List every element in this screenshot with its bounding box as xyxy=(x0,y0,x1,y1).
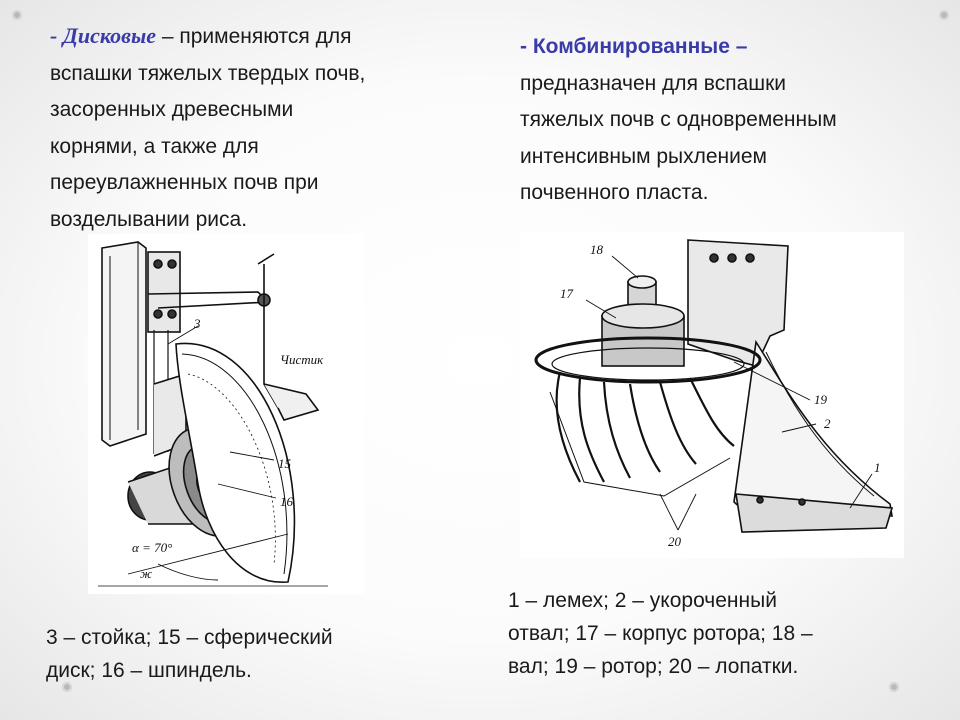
caption-line-1: диск; 16 – шпиндель. xyxy=(46,659,252,682)
combined-plow-drawing xyxy=(520,232,904,558)
label-3: 3 xyxy=(194,316,201,331)
lead-term-text: Дисковые xyxy=(62,23,157,48)
label-2: 2 xyxy=(824,416,831,431)
combined-plow-caption xyxy=(508,584,928,683)
description-line-5: возделывании риса. xyxy=(50,207,248,231)
caption-line-0: 1 – лемех; 2 – укороченный xyxy=(508,589,777,612)
label-chistik: Чистик xyxy=(280,352,324,367)
label-20: 20 xyxy=(668,534,681,549)
disc-plow-term xyxy=(50,23,156,48)
caption-line-1: отвал; 17 – корпус ротора; 18 – xyxy=(508,622,813,645)
combined-plow-description xyxy=(520,29,940,212)
description-line-3: корнями, а также для xyxy=(50,134,259,158)
combined-plow-figure xyxy=(520,232,904,558)
description-line-2: интенсивным рыхлением xyxy=(520,144,767,168)
corner-dot-bottom-right xyxy=(889,682,899,692)
description-line-0: – применяются для xyxy=(156,25,352,48)
disc-plow-description xyxy=(50,18,470,238)
description-line-1: тяжелых почв с одновременным xyxy=(520,108,837,131)
caption-line-0: 3 – стойка; 15 – сферический xyxy=(46,626,333,649)
disc-plow-caption xyxy=(46,621,446,687)
lead-dash: - xyxy=(50,23,63,48)
label-15: 15 xyxy=(278,456,291,471)
disc-plow-first-line xyxy=(50,18,470,56)
description-line-0: предназначен для вспашки xyxy=(520,71,787,95)
label-1: 1 xyxy=(874,460,881,475)
caption-line-2: вал; 19 – ротор; 20 – лопатки. xyxy=(508,655,799,678)
label-18: 18 xyxy=(590,242,603,257)
disc-plow-drawing xyxy=(88,234,364,594)
description-line-1: вспашки тяжелых твердых почв, xyxy=(50,61,366,85)
description-line-3: почвенного пласта. xyxy=(520,181,709,204)
label-alpha: α = 70° xyxy=(132,540,173,555)
corner-dot-top-right xyxy=(939,10,949,20)
label-zh: ж xyxy=(140,566,153,581)
label-17: 17 xyxy=(560,286,573,301)
disc-plow-figure xyxy=(88,234,364,594)
label-19: 19 xyxy=(814,392,827,407)
description-line-4: переувлажненных почв при xyxy=(50,171,319,194)
combined-plow-term: - Комбинированные – xyxy=(520,35,748,58)
description-line-2: засоренных древесными xyxy=(50,98,294,121)
label-16: 16 xyxy=(280,494,293,509)
corner-dot-top-left xyxy=(12,10,22,20)
